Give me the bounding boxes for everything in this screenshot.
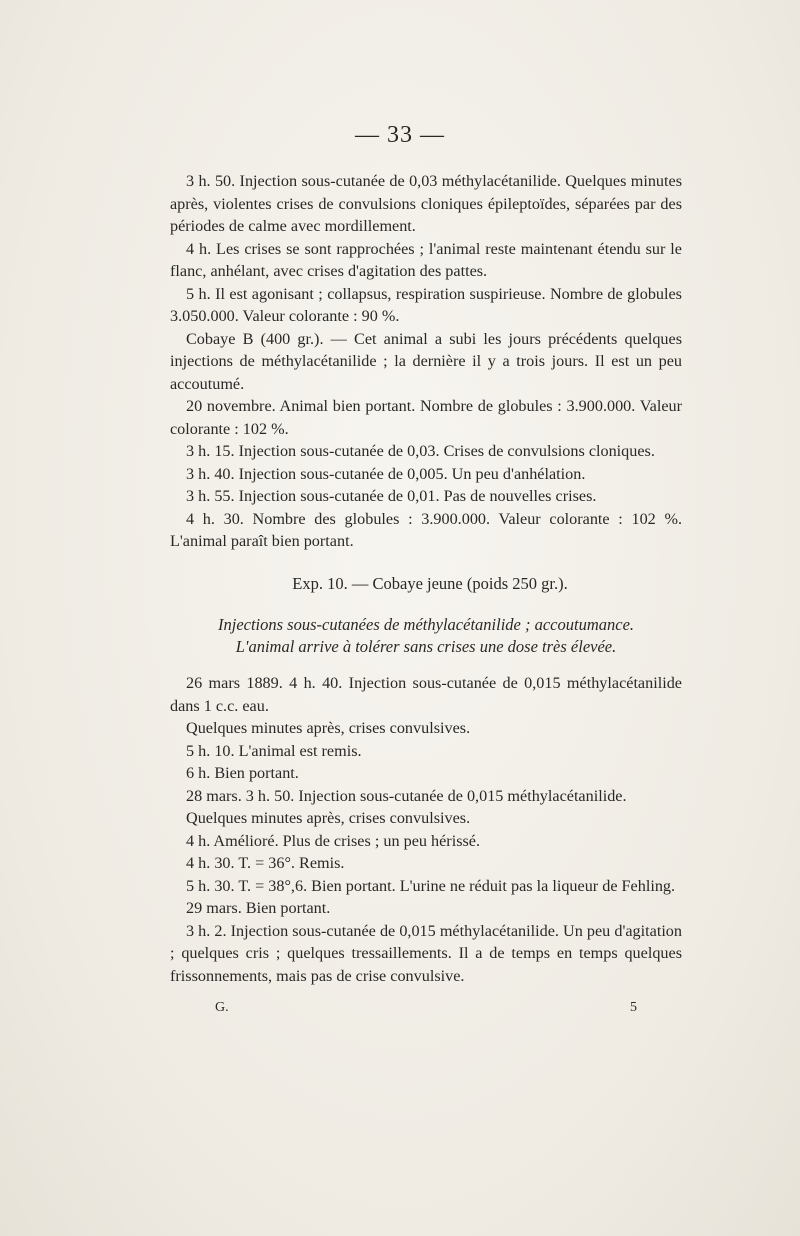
- paragraph: 28 mars. 3 h. 50. Injection sous-cutanée de 0,015 méthylacétanilide.: [186, 786, 627, 805]
- page-header: — 33 —: [355, 122, 445, 148]
- paragraph: 5 h. Il est agonisant ; collapsus, respiration suspirieuse. Nombre de globules 3.050.000. Valeur colorante : 90 %.: [170, 284, 682, 325]
- paragraph: Quelques minutes après, crises convulsives.: [186, 719, 471, 737]
- experiment-subtitle-line-2: L'animal arrive à tolérer sans crises une dose très élevée.: [235, 637, 617, 656]
- paragraph: 3 h. 50. Injection sous-cutanée de 0,03 méthylacétanilide. Quelques minutes après, violentes crises de convulsions cloniques épileptoïdes, séparées par des périodes de calme avec mordillement.: [170, 172, 682, 235]
- paragraph: 3 h. 55. Injection sous-cutanée de 0,01. Pas de nouvelles crises.: [186, 487, 597, 505]
- paragraph: 5 h. 30. T. = 38°,6. Bien portant. L'urine ne réduit pas la liqueur de Fehling.: [186, 876, 676, 895]
- paragraph: Quelques minutes après, crises convulsives.: [186, 809, 471, 827]
- paragraph: 29 mars. Bien portant.: [186, 899, 331, 917]
- experiment-subtitle-line-1: Injections sous-cutanées de méthylacétanilide ; accoutumance.: [217, 615, 635, 634]
- paragraph: 6 h. Bien portant.: [186, 764, 299, 782]
- text-block-2: [170, 672, 682, 987]
- experiment-title: Exp. 10. — Cobaye jeune (poids 250 gr.).: [292, 574, 568, 593]
- paragraph: 3 h. 40. Injection sous-cutanée de 0,005. Un peu d'anhélation.: [186, 464, 586, 483]
- paragraph: Cobaye B (400 gr.). — Cet animal a subi les jours précédents quelques injections de méthylacétanilide ; la dernière il y a trois jours. Il est un peu accoutumé.: [170, 329, 682, 393]
- paragraph: 4 h. 30. Nombre des globules : 3.900.000. Valeur colorante : 102 %. L'animal paraît bien portant.: [170, 509, 682, 550]
- experiment-subtitle: [170, 614, 682, 658]
- sheet-number: 5: [630, 1000, 637, 1015]
- text-block-1: [170, 170, 682, 553]
- paragraph: 3 h. 2. Injection sous-cutanée de 0,015 méthylacétanilide. Un peu d'agitation ; quelques cris ; quelques tressaillements. Il a de temps en temps quelques frissonnements, mais pas de crise convulsive.: [170, 921, 682, 985]
- signature-mark: G.: [215, 1000, 229, 1015]
- paragraph: 4 h. Amélioré. Plus de crises ; un peu hérissé.: [186, 831, 481, 850]
- paragraph: 3 h. 15. Injection sous-cutanée de 0,03. Crises de convulsions cloniques.: [186, 442, 655, 460]
- paragraph: 26 mars 1889. 4 h. 40. Injection sous-cutanée de 0,015 méthylacétanilide dans 1 c.c. eau.: [170, 674, 682, 715]
- paragraph: 4 h. 30. T. = 36°. Remis.: [186, 854, 345, 872]
- paragraph: 20 novembre. Animal bien portant. Nombre de globules : 3.900.000. Valeur colorante : 102 %.: [170, 397, 682, 438]
- paragraph: 5 h. 10. L'animal est remis.: [186, 741, 362, 760]
- paragraph: 4 h. Les crises se sont rapprochées ; l'animal reste maintenant étendu sur le flanc, anhélant, avec crises d'agitation des pattes.: [170, 239, 682, 280]
